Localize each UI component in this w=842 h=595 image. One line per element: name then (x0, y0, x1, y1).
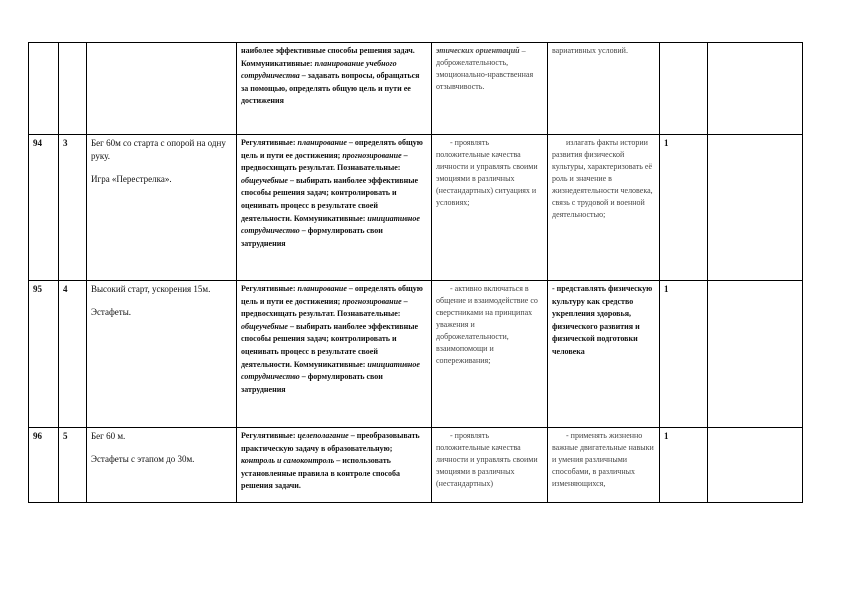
cell-hours: 1 (660, 428, 708, 503)
table-row (29, 43, 803, 135)
text-fragment: – предвосхищать результат. (241, 296, 408, 319)
text-fragment: прогнозирование (342, 150, 402, 160)
text-fragment: – задавать вопросы, обращаться за помощью, определять общую цель и пути ее достижения (241, 71, 420, 106)
table-row (29, 135, 803, 281)
cell-extra (708, 135, 803, 281)
text-fragment: Коммуникативные: (241, 58, 315, 68)
topic-line: Высокий старт, ускорения 15м. (91, 284, 211, 294)
cell-personal (432, 135, 548, 281)
cell-uud (237, 135, 432, 281)
cell-topic (87, 281, 237, 428)
text-fragment: наиболее эффективные способы решения задач. (241, 46, 415, 55)
cell-extra (708, 281, 803, 428)
cell-hours: 1 (660, 135, 708, 281)
table-row (29, 428, 803, 503)
cell-lesson (59, 43, 87, 135)
text-fragment: Познавательные: (337, 163, 401, 173)
text-fragment: Коммуникативные: (293, 213, 368, 223)
cell-extra (708, 43, 803, 135)
cell-personal (432, 428, 548, 503)
text-fragment: Регулятивные: (241, 138, 298, 147)
table-row (29, 281, 803, 428)
text-fragment: – определять общую цель и пути ее достижения; (241, 138, 423, 160)
text-fragment: контроль и самоконтроль (241, 456, 335, 466)
topic-line: Игра «Перестрелка». (91, 174, 172, 184)
topic-line: Бег 60 м. (91, 431, 126, 441)
text-fragment: Коммуникативные: (293, 359, 368, 369)
cell-number: 96 (29, 428, 59, 503)
lesson-plan-table (28, 42, 803, 503)
cell-lesson: 5 (59, 428, 87, 503)
text-fragment: – выбирать наиболее эффективные способы решения задач; контролировать и оценивать процесс в результате своей деятельности. (241, 175, 419, 223)
text-fragment: инициативное сотрудничество (241, 359, 420, 382)
cell-meta: вариативных условий. (548, 43, 660, 135)
cell-uud (237, 428, 432, 503)
text-fragment: – преобразовывать практическую задачу в образовательную; (241, 431, 420, 453)
cell-personal (432, 43, 548, 135)
cell-meta: - представлять физическую культуру как средство укрепления здоровья, физического развития и физической подготовки человека (548, 281, 660, 428)
text-fragment: – доброжелательность, эмоционально-нравственная отзывчивость. (436, 46, 534, 91)
text-fragment: Регулятивные: (241, 431, 298, 440)
text-fragment: общеучебные (241, 175, 288, 185)
cell-uud (237, 281, 432, 428)
cell-lesson: 3 (59, 135, 87, 281)
text-fragment: - активно включаться в общение и взаимодействие со сверстниками на принципах уважения и доброжелательности, взаимопомощи и сопереживания; (436, 284, 538, 365)
cell-hours: 1 (660, 281, 708, 428)
cell-topic (87, 135, 237, 281)
cell-meta: - применять жизненно важные двигательные навыки и умения различными способами, в различных изменяющихся, (548, 428, 660, 503)
topic-line: Бег 60м со старта с опорой на одну руку. (91, 138, 226, 161)
cell-lesson: 4 (59, 281, 87, 428)
text-fragment: этических ориентаций (436, 46, 520, 55)
text-fragment: планирование (297, 138, 347, 147)
text-fragment: планирование (297, 284, 347, 293)
text-fragment: - проявлять положительные качества личности и управлять своими эмоциями в различных (нестандартных) ситуациях и условиях; (436, 138, 538, 207)
text-fragment: – выбирать наиболее эффективные способы решения задач; контролировать и оценивать процесс в результате своей деятельности. (241, 321, 419, 369)
topic-line: Эстафеты. (91, 307, 132, 317)
text-fragment: Регулятивные: (241, 284, 298, 293)
cell-meta: излагать факты истории развития физической культуры, характеризовать её роль и значение в жизнедеятельности человека, связь с трудовой и военной деятельностью; (548, 135, 660, 281)
text-fragment: общеучебные (241, 321, 288, 331)
cell-topic (87, 43, 237, 135)
text-fragment: целеполагание (297, 431, 349, 440)
text-fragment: – предвосхищать результат. (241, 150, 408, 173)
cell-number: 94 (29, 135, 59, 281)
text-fragment: – формулировать свои затруднения (241, 226, 383, 248)
text-fragment: – использовать установленные правила в контроле способа решения задачи. (241, 456, 401, 491)
text-fragment: – формулировать свои затруднения (241, 372, 383, 394)
text-fragment: Познавательные: (337, 309, 401, 319)
cell-hours (660, 43, 708, 135)
text-fragment: - проявлять положительные качества личности и управлять своими эмоциями в различных (нестандартных) (436, 431, 538, 488)
topic-line: Эстафеты с этапом до 30м. (91, 454, 195, 464)
text-fragment: инициативное сотрудничество (241, 213, 420, 236)
cell-extra (708, 428, 803, 503)
cell-number: 95 (29, 281, 59, 428)
cell-personal (432, 281, 548, 428)
cell-uud (237, 43, 432, 135)
cell-number (29, 43, 59, 135)
text-fragment: – определять общую цель и пути ее достижения; (241, 284, 423, 306)
cell-topic (87, 428, 237, 503)
text-fragment: планирование учебного сотрудничества (241, 58, 397, 81)
text-fragment: прогнозирование (342, 296, 402, 306)
